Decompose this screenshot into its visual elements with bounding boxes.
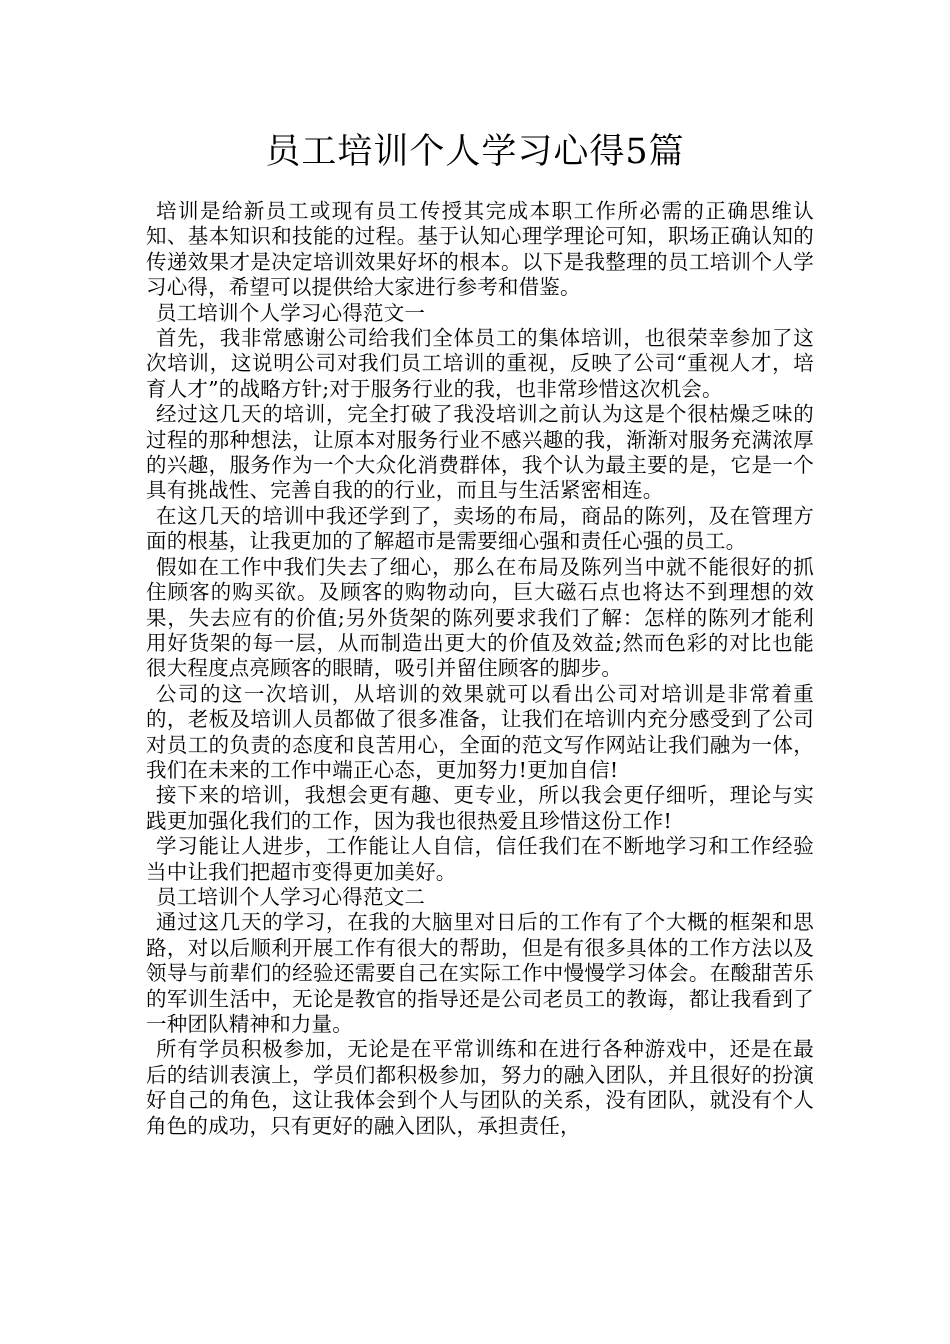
paragraph: 在这几天的培训中我还学到了，卖场的布局，商品的陈列，及在管理方面的根基，让我更加的了解超市是需要细心强和责任心强的员工。 bbox=[146, 503, 814, 554]
paragraph: 假如在工作中我们失去了细心，那么在布局及陈列当中就不能很好的抓住顾客的购买欲。及顾客的购物动向，巨大磁石点也将达不到理想的效果，失去应有的价值;另外货架的陈列要求我们了解：怎样的陈列才能利用好货架的每一层，从而制造出更大的价值及效益;然而色彩的对比也能很大程度点亮顾客的眼睛，吸引并留住顾客的脚步。 bbox=[146, 554, 814, 681]
section-heading-sample-1: 员工培训个人学习心得范文一 bbox=[156, 300, 426, 325]
document-body bbox=[146, 199, 814, 1139]
paragraph-intro: 培训是给新员工或现有员工传授其完成本职工作所必需的正确思维认知、基本知识和技能的过程。基于认知心理学理论可知，职场正确认知的传递效果才是决定培训效果好坏的根本。以下是我整理的员工培训个人学习心得，希望可以提供给大家进行参考和借鉴。 bbox=[146, 199, 814, 300]
section-heading-sample-2: 员工培训个人学习心得范文二 bbox=[156, 884, 426, 909]
paragraph: 接下来的培训，我想会更有趣、更专业，所以我会更仔细听，理论与实践更加强化我们的工作，因为我也很热爱且珍惜这份工作! bbox=[146, 783, 814, 833]
paragraph: 所有学员积极参加，无论是在平常训练和在进行各种游戏中，还是在最后的结训表演上，学员们都积极参加，努力的融入团队，并且很好的扮演好自己的角色，这让我体会到个人与团队的关系，没有团队，就没有个人角色的成功，只有更好的融入团队，承担责任， bbox=[146, 1037, 814, 1138]
paragraph: 经过这几天的培训，完全打破了我没培训之前认为这是个很枯燥乏味的过程的那种想法，让原本对服务行业不感兴趣的我，渐渐对服务充满浓厚的兴趣，服务作为一个大众化消费群体，我个认为最主要的是，它是一个具有挑战性、完善自我的的行业，而且与生活紧密相连。 bbox=[146, 402, 814, 503]
paragraph: 首先，我非常感谢公司给我们全体员工的集体培训，也很荣幸参加了这次培训，这说明公司对我们员工培训的重视，反映了公司“重视人才，培育人才”的战略方针;对于服务行业的我，也非常珍惜这次机会。 bbox=[146, 326, 814, 401]
paragraph: 公司的这一次培训，从培训的效果就可以看出公司对培训是非常着重的，老板及培训人员都做了很多准备，让我们在培训内充分感受到了公司对员工的负责的态度和良苦用心，全面的范文写作网站让我们融为一体，我们在未来的工作中端正心态，更加努力!更加自信! bbox=[146, 681, 814, 782]
document-title: 员工培训个人学习心得5篇 bbox=[265, 132, 685, 172]
paragraph: 学习能让人进步，工作能让人自信，信任我们在不断地学习和工作经验当中让我们把超市变得更加美好。 bbox=[146, 834, 814, 884]
paragraph: 通过这几天的学习，在我的大脑里对日后的工作有了个大概的框架和思路，对以后顺利开展工作有很大的帮助，但是有很多具体的工作方法以及领导与前辈们的经验还需要自己在实际工作中慢慢学习体会。在酸甜苦乐的军训生活中，无论是教官的指导还是公司老员工的教诲，都让我看到了一种团队精神和力量。 bbox=[146, 910, 814, 1036]
